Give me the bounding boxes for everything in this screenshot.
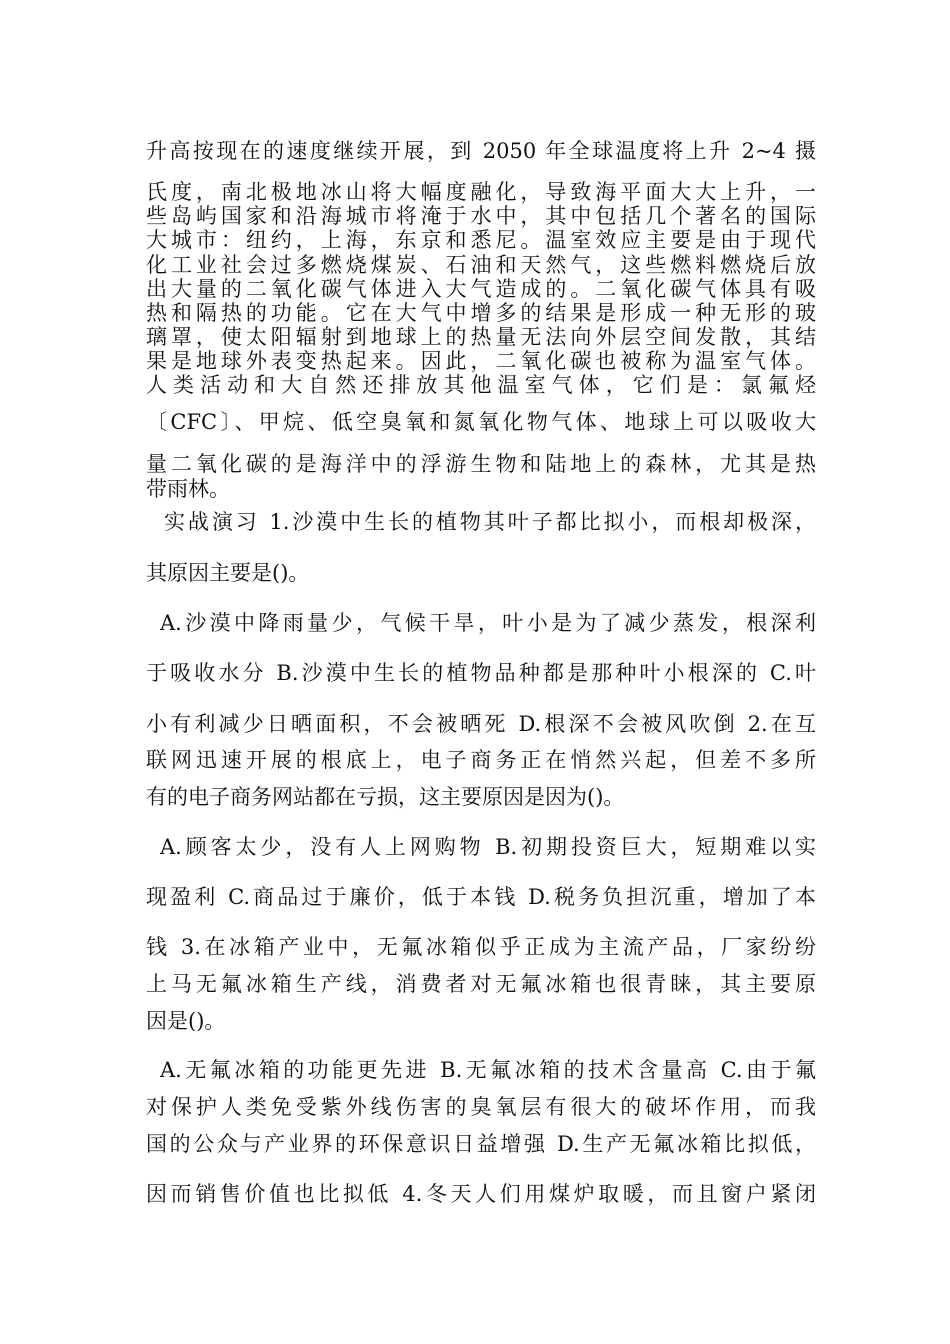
option-line: 现盈利 C.商品过于廉价，低于本钱 D.税务负担沉重，增加了本 [146, 885, 816, 909]
paragraph-line: 〔CFC〕、甲烷、低空臭氧和氮氧化物气体、地球上可以吸收大 [146, 410, 816, 434]
paragraph-line: 出大量的二氧化碳气体进入大气造成的。二氧化碳气体具有吸 [146, 277, 816, 301]
option-line: 小有利减少日晒面积，不会被晒死 D.根深不会被风吹倒 2.在互 [146, 712, 816, 736]
paragraph-line: 些岛屿国家和沿海城市将淹于水中，其中包括几个著名的国际 [146, 204, 816, 228]
option-line: 因而销售价值也比拟低 4.冬天人们用煤炉取暖，而且窗户紧闭 [146, 1182, 816, 1206]
question-line: 有的电子商务网站都在亏损，这主要原因是因为()。 [146, 785, 625, 809]
paragraph-line: 带雨林。 [146, 477, 230, 501]
question-line: 实战演习 1.沙漠中生长的植物其叶子都比拟小，而根却极深， [164, 510, 816, 534]
paragraph-line: 量二氧化碳的是海洋中的浮游生物和陆地上的森林，尤其是热 [146, 452, 816, 476]
option-line: 于吸收水分 B.沙漠中生长的植物品种都是那种叶小根深的 C.叶 [146, 661, 816, 685]
question-line: 其原因主要是()。 [146, 561, 310, 585]
paragraph-line: 璃罩，使太阳辐射到地球上的热量无法向外层空间发散，其结 [146, 325, 816, 349]
question-line: 因是()。 [146, 1009, 226, 1033]
question-line: 联网迅速开展的根底上，电子商务正在悄然兴起，但差不多所 [146, 748, 816, 772]
option-line: 对保护人类免受紫外线伤害的臭氧层有很大的破坏作用，而我 [146, 1095, 816, 1119]
paragraph-line: 大城市：纽约，上海，东京和悉尼。温室效应主要是由于现代 [146, 228, 816, 252]
paragraph-line: 人类活动和大自然还排放其他温室气体，它们是：氯氟烃 [146, 373, 816, 397]
paragraph-line: 升高按现在的速度继续开展，到 2050 年全球温度将上升 2~4 摄 [146, 139, 816, 163]
option-line: A.沙漠中降雨量少，气候干旱，叶小是为了减少蒸发，根深利 [160, 611, 816, 635]
paragraph-line: 热和隔热的功能。它在大气中增多的结果是形成一种无形的玻 [146, 301, 816, 325]
option-line: A.无氟冰箱的功能更先进 B.无氟冰箱的技术含量高 C.由于氟 [160, 1058, 816, 1082]
option-line: 钱 3.在冰箱产业中，无氟冰箱似乎正成为主流产品，厂家纷纷 [146, 935, 816, 959]
option-line: 国的公众与产业界的环保意识日益增强 D.生产无氟冰箱比拟低， [146, 1132, 816, 1156]
option-line: A.顾客太少，没有人上网购物 B.初期投资巨大，短期难以实 [160, 835, 816, 859]
question-line: 上马无氟冰箱生产线，消费者对无氟冰箱也很青睐，其主要原 [146, 972, 816, 996]
paragraph-line: 果是地球外表变热起来。因此，二氧化碳也被称为温室气体。 [146, 349, 816, 373]
paragraph-line: 氏度，南北极地冰山将大幅度融化，导致海平面大大上升，一 [146, 180, 816, 204]
paragraph-line: 化工业社会过多燃烧煤炭、石油和天然气，这些燃料燃烧后放 [146, 253, 816, 277]
